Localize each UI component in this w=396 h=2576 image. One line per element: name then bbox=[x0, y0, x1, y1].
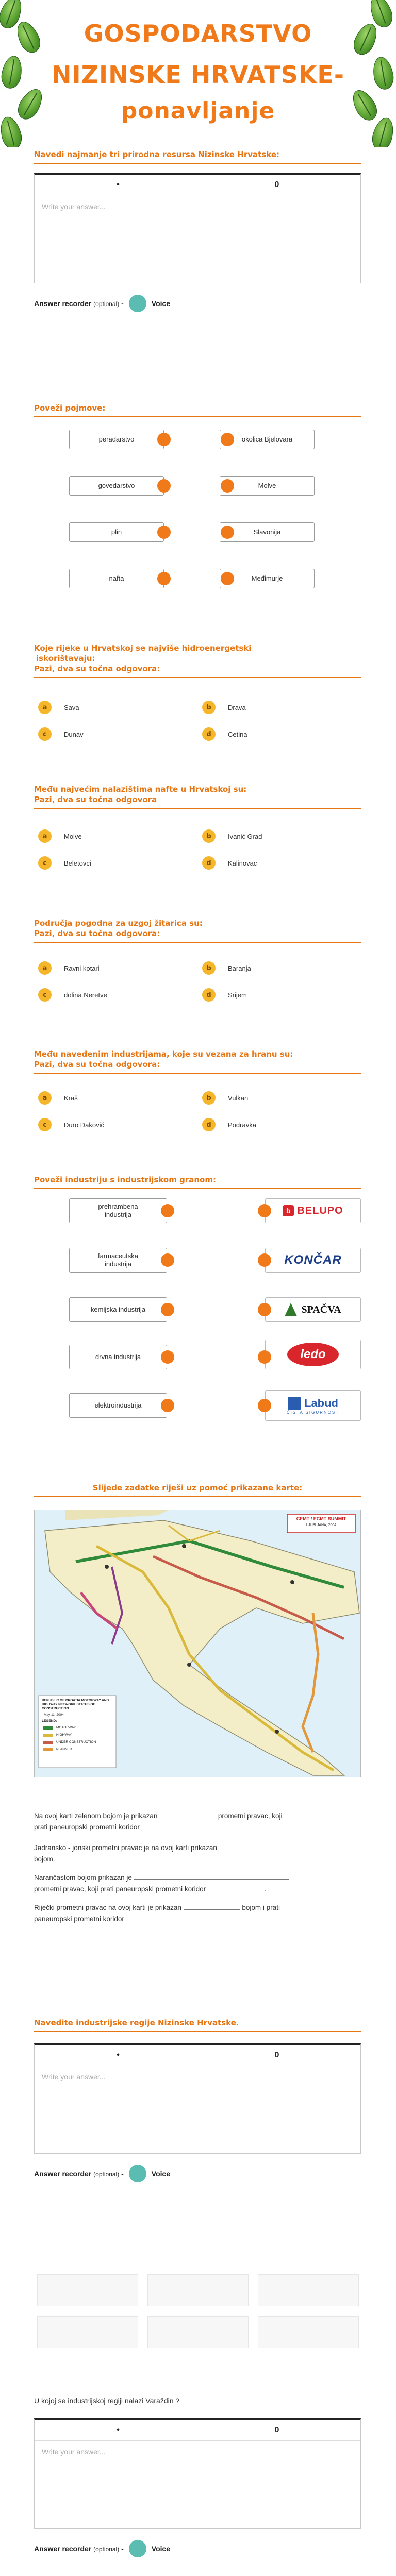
logo-text: KONČAR bbox=[284, 1253, 342, 1267]
question-title: Područja pogodna za uzgoj žitarica su: bbox=[34, 919, 203, 928]
empty-slot[interactable] bbox=[147, 2316, 249, 2348]
question-instruction: Pazi, dva su točna odgovora bbox=[34, 795, 157, 804]
fill-blank-paragraph-1: Na ovoj karti zelenom bojom je prikazan prometni pravac, koji prati paneuropski prometni koridor bbox=[34, 1812, 283, 1831]
map-legend-item: HIGHWAY bbox=[56, 1733, 72, 1737]
option-text: Sava bbox=[64, 703, 79, 711]
option-d[interactable] bbox=[202, 1118, 256, 1131]
question-title-line: Koje rijeke u Hrvatskoj se najviše hidroenergetski bbox=[34, 643, 252, 653]
answer-recorder bbox=[34, 2165, 361, 2182]
option-d[interactable] bbox=[202, 727, 248, 741]
option-text: Ivanić Grad bbox=[228, 832, 262, 840]
divider bbox=[34, 1496, 361, 1497]
page-title-line2: NIZINSKE HRVATSKE- bbox=[52, 61, 344, 89]
logo-ledo[interactable] bbox=[265, 1340, 361, 1369]
answer-input[interactable]: Write your answer... bbox=[42, 2073, 106, 2081]
question-title: Poveži pojmove: bbox=[34, 403, 106, 413]
editor-toolbar bbox=[35, 175, 360, 195]
question-title-line: iskorištavaju: bbox=[36, 654, 95, 663]
map-legend-item: PLANNED bbox=[56, 1748, 72, 1751]
question-3 bbox=[34, 643, 361, 751]
match-connector[interactable] bbox=[221, 433, 234, 446]
recorder-label: Answer recorder (optional) - bbox=[34, 2170, 124, 2178]
map-graphic bbox=[35, 1510, 361, 1777]
option-letter: b bbox=[202, 961, 216, 975]
voice-label: Voice bbox=[151, 2170, 171, 2178]
question-title: Među navedenim industrijama, koje su vezana za hranu su: bbox=[34, 1049, 293, 1059]
divider bbox=[34, 163, 361, 164]
empty-slot[interactable] bbox=[258, 2274, 359, 2306]
divider bbox=[34, 942, 361, 943]
voice-label: Voice bbox=[151, 2545, 171, 2553]
match-left-item[interactable]: peradarstvo bbox=[69, 430, 164, 449]
option-text: Đuro Đaković bbox=[64, 1121, 105, 1129]
divider bbox=[34, 2031, 361, 2032]
logo-belupo[interactable] bbox=[265, 1198, 361, 1223]
answer-input[interactable]: Write your answer... bbox=[42, 202, 106, 211]
answer-recorder bbox=[34, 2540, 361, 2557]
option-letter: c bbox=[38, 1118, 52, 1131]
blank-input[interactable] bbox=[142, 1822, 199, 1829]
logo-subtext: ČISTA SIGURNOST bbox=[286, 1410, 340, 1415]
option-letter: c bbox=[38, 988, 52, 1002]
match-connector[interactable] bbox=[161, 1303, 174, 1316]
divider bbox=[34, 1073, 361, 1074]
fill-blank-paragraph-3: Narančastom bojom prikazan je prometni pravac, koji prati paneuropski prometni koridor . bbox=[34, 1872, 361, 1895]
match-left-item[interactable]: prehrambena industrija bbox=[69, 1198, 167, 1223]
match-connector[interactable] bbox=[157, 526, 171, 539]
option-a[interactable] bbox=[38, 961, 100, 975]
blank-input[interactable] bbox=[184, 1903, 240, 1910]
question-instruction: Pazi, dva su točna odgovora: bbox=[34, 929, 160, 938]
option-a[interactable] bbox=[38, 1091, 78, 1105]
option-a[interactable] bbox=[38, 701, 79, 714]
question-8 bbox=[34, 2018, 361, 2182]
match-left-item[interactable]: plin bbox=[69, 522, 164, 542]
empty-slot[interactable] bbox=[37, 2316, 138, 2348]
option-text: dolina Neretve bbox=[64, 991, 107, 999]
match-left-item[interactable]: kemijska industrija bbox=[69, 1297, 167, 1322]
option-letter: d bbox=[202, 988, 216, 1002]
option-c[interactable] bbox=[38, 1118, 104, 1131]
map-section bbox=[34, 1483, 361, 1497]
empty-slot[interactable] bbox=[147, 2274, 249, 2306]
tree-icon bbox=[285, 1303, 297, 1316]
option-d[interactable] bbox=[202, 856, 257, 870]
number-button[interactable]: 0 bbox=[274, 180, 279, 189]
match-left-item[interactable]: elektroindustrija bbox=[69, 1393, 167, 1418]
record-button[interactable] bbox=[129, 2165, 146, 2182]
logo-text: Labud bbox=[304, 1396, 338, 1410]
option-letter: d bbox=[202, 1118, 216, 1131]
question-2 bbox=[34, 403, 361, 619]
option-text: Dunav bbox=[64, 730, 84, 738]
question-instruction: Pazi, dva su točna odgovora: bbox=[34, 1060, 160, 1069]
belupo-icon: b bbox=[283, 1205, 294, 1216]
option-text: Srijem bbox=[228, 991, 247, 999]
match-connector[interactable] bbox=[157, 572, 171, 585]
answer-input[interactable]: Write your answer... bbox=[42, 2448, 106, 2456]
question-title: U kojoj se industrijskoj regiji nalazi Varaždin ? bbox=[34, 2397, 180, 2405]
option-d[interactable] bbox=[202, 988, 247, 1002]
option-letter: c bbox=[38, 856, 52, 870]
match-right-item[interactable]: Molve bbox=[220, 476, 315, 496]
match-connector[interactable] bbox=[258, 1253, 271, 1267]
match-connector[interactable] bbox=[161, 1350, 174, 1364]
map-legend-title: REPUBLIC OF CROATIA MOTORWAY AND HIGHWAY NETWORK STATUS OF CONSTRUCTION bbox=[42, 1699, 109, 1710]
bullet-button[interactable]: • bbox=[117, 2050, 120, 2059]
map-badge: CEMT / ECMT SUMMIT bbox=[296, 1516, 346, 1521]
question-9 bbox=[34, 2397, 361, 2557]
option-letter: a bbox=[38, 829, 52, 843]
option-c[interactable] bbox=[38, 856, 91, 870]
match-connector[interactable] bbox=[221, 572, 234, 585]
match-connector[interactable] bbox=[258, 1350, 271, 1364]
divider bbox=[34, 1188, 361, 1189]
logo-text: BELUPO bbox=[297, 1205, 343, 1216]
match-connector[interactable] bbox=[157, 433, 171, 446]
match-connector[interactable] bbox=[258, 1204, 271, 1217]
match-connector[interactable] bbox=[258, 1399, 271, 1412]
match-right-item[interactable]: Međimurje bbox=[220, 569, 315, 588]
option-text: Kalinovac bbox=[228, 859, 257, 867]
option-letter: b bbox=[202, 829, 216, 843]
match-connector[interactable] bbox=[221, 479, 234, 493]
empty-slot[interactable] bbox=[258, 2316, 359, 2348]
section-title: Slijede zadatke riješi uz pomoć prikazane karte: bbox=[92, 1483, 303, 1493]
option-b[interactable] bbox=[202, 829, 262, 843]
option-c[interactable] bbox=[38, 727, 84, 741]
match-connector[interactable] bbox=[161, 1204, 174, 1217]
option-text: Podravka bbox=[228, 1121, 256, 1129]
logo-labud[interactable] bbox=[265, 1390, 361, 1421]
answer-recorder bbox=[34, 295, 361, 312]
logo-koncar[interactable] bbox=[265, 1248, 361, 1273]
question-title: Poveži industriju s industrijskom granom: bbox=[34, 1175, 216, 1184]
question-6 bbox=[34, 1049, 361, 1142]
recorder-label: Answer recorder (optional) - bbox=[34, 2545, 124, 2553]
blank-input[interactable] bbox=[159, 1811, 216, 1818]
option-text: Vulkan bbox=[228, 1094, 249, 1102]
question-title: Navedi najmanje tri prirodna resursa Nizinske Hrvatske: bbox=[34, 150, 279, 159]
option-letter: b bbox=[202, 701, 216, 714]
match-left-item[interactable]: drvna industrija bbox=[69, 1345, 167, 1369]
option-letter: a bbox=[38, 701, 52, 714]
recorder-label: Answer recorder (optional) - bbox=[34, 299, 124, 308]
editor-toolbar bbox=[35, 2420, 360, 2441]
match-left-item[interactable]: govedarstvo bbox=[69, 476, 164, 496]
number-button[interactable]: 0 bbox=[274, 2050, 279, 2059]
question-4 bbox=[34, 784, 361, 877]
option-text: Baranja bbox=[228, 964, 251, 972]
option-text: Cetina bbox=[228, 730, 248, 738]
match-right-item[interactable]: Slavonija bbox=[220, 522, 315, 542]
divider bbox=[34, 677, 361, 678]
question-1 bbox=[34, 149, 361, 312]
match-left-item[interactable]: nafta bbox=[69, 569, 164, 588]
option-letter: a bbox=[38, 1091, 52, 1105]
page-title-line3: ponavljanje bbox=[121, 98, 275, 124]
option-b[interactable] bbox=[202, 1091, 248, 1105]
match-right-item[interactable]: okolica Bjelovara bbox=[220, 430, 315, 449]
fill-blank-paragraph-4: Riječki prometni pravac na ovoj karti je prikazan bojom i prati paneuropski prometni koridor bbox=[34, 1904, 280, 1923]
page-header bbox=[0, 0, 396, 147]
option-text: Kraš bbox=[64, 1094, 78, 1102]
blank-input[interactable] bbox=[126, 1914, 183, 1921]
option-c[interactable] bbox=[38, 988, 107, 1002]
voice-label: Voice bbox=[151, 299, 171, 308]
question-5 bbox=[34, 918, 361, 1011]
option-b[interactable] bbox=[202, 961, 251, 975]
option-text: Molve bbox=[64, 832, 82, 840]
question-title: Navedite industrijske regije Nizinske Hrvatske. bbox=[34, 2018, 239, 2027]
option-text: Ravni kotari bbox=[64, 964, 100, 972]
swan-icon bbox=[288, 1397, 301, 1410]
option-letter: d bbox=[202, 727, 216, 741]
croatia-road-map bbox=[34, 1510, 361, 1777]
match-connector[interactable] bbox=[221, 526, 234, 539]
empty-slot[interactable] bbox=[37, 2274, 138, 2306]
match-connector[interactable] bbox=[161, 1399, 174, 1412]
question-title: Među najvećim nalazištima nafte u Hrvatskoj su: bbox=[34, 785, 247, 794]
editor-toolbar bbox=[35, 2045, 360, 2065]
map-legend-item: UNDER CONSTRUCTION bbox=[56, 1740, 96, 1744]
match-connector[interactable] bbox=[258, 1303, 271, 1316]
question-instruction: Pazi, dva su točna odgovora: bbox=[34, 664, 160, 673]
option-b[interactable] bbox=[202, 701, 246, 714]
option-letter: d bbox=[202, 856, 216, 870]
map-legend-label: LEGEND: bbox=[42, 1719, 57, 1723]
map-legend-item: MOTORWAY bbox=[56, 1726, 76, 1730]
option-a[interactable] bbox=[38, 829, 82, 843]
bullet-button[interactable]: • bbox=[117, 180, 120, 189]
question-7 bbox=[34, 1175, 361, 1453]
fill-blank-paragraph-2: Jadransko - jonski prometni pravac je na ovoj karti prikazan bojom. bbox=[34, 1842, 361, 1865]
divider bbox=[34, 416, 361, 417]
match-connector[interactable] bbox=[161, 1253, 174, 1267]
option-letter: c bbox=[38, 727, 52, 741]
answer-box bbox=[34, 173, 361, 283]
number-button[interactable]: 0 bbox=[274, 2425, 279, 2434]
map-badge-sub: LJUBLJANA, 2004 bbox=[306, 1523, 337, 1527]
divider bbox=[34, 808, 361, 809]
option-letter: a bbox=[38, 961, 52, 975]
bullet-button[interactable]: • bbox=[117, 2425, 120, 2434]
match-left-item[interactable]: farmaceutska industrija bbox=[69, 1248, 167, 1273]
page-title-line1: GOSPODARSTVO bbox=[84, 20, 312, 47]
answer-box bbox=[34, 2418, 361, 2529]
answer-box bbox=[34, 2043, 361, 2154]
record-button[interactable] bbox=[129, 2540, 146, 2557]
logo-spacva[interactable] bbox=[265, 1297, 361, 1322]
blank-input[interactable] bbox=[208, 1884, 265, 1891]
match-connector[interactable] bbox=[157, 479, 171, 493]
logo-text: ledo bbox=[287, 1343, 339, 1366]
option-letter: b bbox=[202, 1091, 216, 1105]
option-text: Beletovci bbox=[64, 859, 91, 867]
blank-input[interactable] bbox=[219, 1843, 276, 1850]
map-legend-date: - May 11, 2004 bbox=[42, 1713, 64, 1717]
blank-input[interactable] bbox=[134, 1873, 289, 1880]
record-button[interactable] bbox=[129, 295, 146, 312]
logo-text: SPAČVA bbox=[301, 1303, 341, 1315]
option-text: Drava bbox=[228, 703, 246, 711]
